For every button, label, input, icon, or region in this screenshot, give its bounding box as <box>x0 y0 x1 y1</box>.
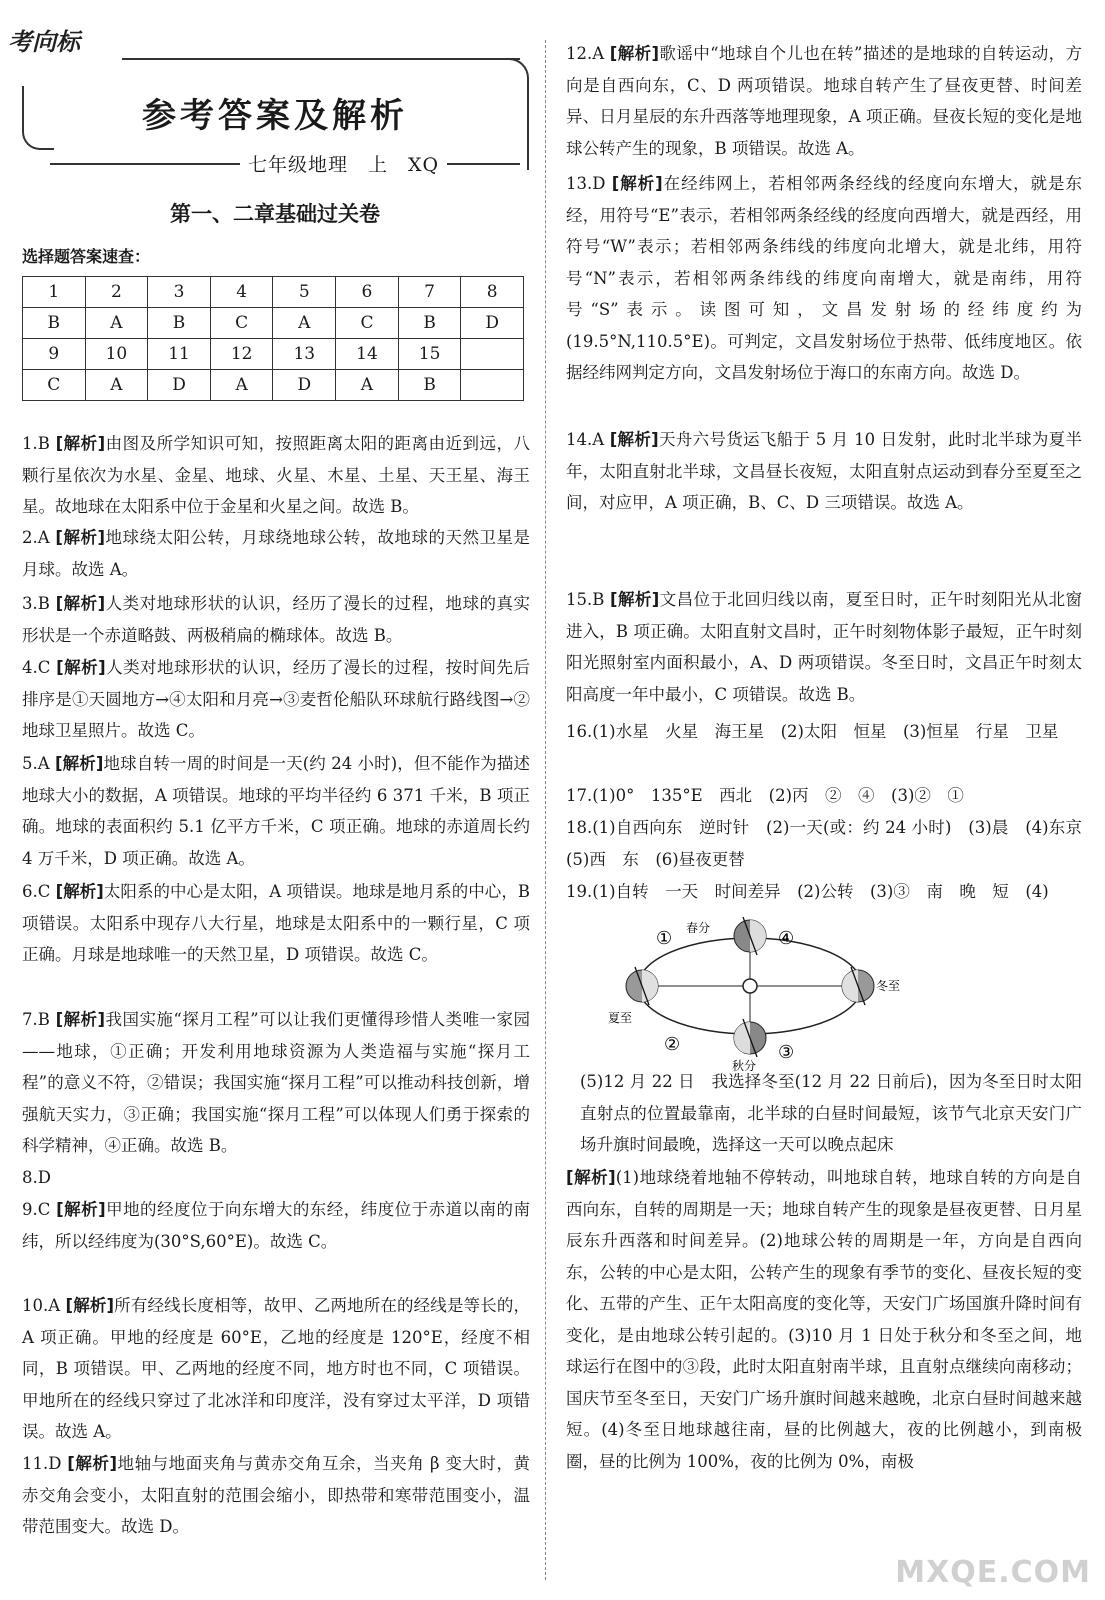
table-cell: 9 <box>23 339 86 370</box>
answer-item-8 <box>22 1162 530 1194</box>
earth-orbit-diagram <box>600 912 900 1072</box>
item-text: 在经纬网上，若相邻两条经线的经度向东增大，就是东经，用符号“E”表示，若相邻两条经线的经度向西增大，就是西经，用符号“W”表示；若相邻两条纬线的纬度向北增大，就是北纬，用符号“N”表示，若相邻两条纬线的纬度向南增大，就是南纬，用符号“S”表示。读图可知，文昌发射场的经纬度约为(19.5°N,110.5°E)。可判定，文昌发射场位于热带、低纬度地区。依据经纬网判定方向，文昌发射场位于海口的东南方向。故选 D。 <box>566 174 1082 382</box>
answer-item-12 <box>566 38 1082 164</box>
earth-summer-icon <box>626 967 658 1005</box>
answer-item-15 <box>566 584 1082 710</box>
watermark: MXQE.COM <box>895 1555 1091 1590</box>
item-text: 人类对地球形状的认识，经历了漫长的过程，地球的真实形状是一个赤道略鼓、两极稍扁的椭球体。故选 B。 <box>22 594 530 645</box>
table-cell: 7 <box>398 277 461 308</box>
analysis-tag: [解析] <box>55 882 104 901</box>
item-number: 12.A <box>566 44 605 63</box>
marker-2: ② <box>664 1034 681 1055</box>
table-cell: B <box>23 308 86 339</box>
table-row <box>23 308 524 339</box>
analysis-tag: [解析] <box>611 174 663 193</box>
analysis-tag: [解析] <box>65 1296 115 1315</box>
table-cell: A <box>210 370 273 401</box>
analysis-tag: [解析] <box>55 594 106 613</box>
label-summer: 夏至 <box>608 1011 633 1025</box>
table-cell: B <box>148 308 211 339</box>
item-number: 19. <box>566 882 593 901</box>
item-number: 4.C <box>22 658 51 677</box>
table-cell: 5 <box>273 277 336 308</box>
item-text: 由图及所学知识可知，按照距离太阳的距离由近到远，八颗行星依次为水星、金星、地球、火星、木星、土星、天王星、海王星。故地球在太阳系中位于金星和火星之间。故选 B。 <box>22 434 530 516</box>
table-cell: 8 <box>461 277 524 308</box>
table-cell: 1 <box>23 277 86 308</box>
item-number: 1.B <box>22 434 50 453</box>
item-text: 地轴与地面夹角与黄赤交角互余，当夹角 β 变大时，黄赤交角会变小，太阳直射的范围会缩小，即热带和寒带范围变小，温带范围变大。故选 D。 <box>22 1454 530 1536</box>
page-subtitle: 七年级地理 上 XQ <box>240 150 447 177</box>
marker-3: ③ <box>778 1042 795 1063</box>
item-number: 6.C <box>22 882 51 901</box>
sun-icon <box>743 979 757 993</box>
table-cell: C <box>23 370 86 401</box>
table-cell: A <box>336 370 399 401</box>
answer-item-2 <box>22 522 530 585</box>
brand-logo: 考向标 <box>8 27 80 56</box>
item-number: 17. <box>566 786 593 805</box>
item-text: 我国实施“探月工程”可以让我们更懂得珍惜人类唯一家园——地球，①正确；开发利用地球资源为人类造福与实施“探月工程”的意义不符，②错误；我国实施“探月工程”可以推动科技创新，增强航天实力，③正确；我国实施“探月工程”可以体现人们勇于探索的科学精神，④正确。故选 B。 <box>22 1010 531 1155</box>
table-row <box>23 370 524 401</box>
item-text: 地球绕太阳公转，月球绕地球公转，故地球的天然卫星是月球。故选 A。 <box>22 528 531 579</box>
label-spring: 春分 <box>686 921 711 935</box>
table-cell: 15 <box>398 339 461 370</box>
answer-item-3 <box>22 588 530 651</box>
table-cell: A <box>85 370 148 401</box>
table-cell <box>461 339 524 370</box>
page-title: 参考答案及解析 <box>142 96 408 136</box>
item-text: 人类对地球形状的认识，经历了漫长的过程，按时间先后排序是①天圆地方→④太阳和月亮→③麦哲伦船队环球航行路线图→②地球卫星照片。故选 C。 <box>22 658 531 740</box>
quick-answer-label: 选择题答案速查： <box>22 247 151 266</box>
analysis-tag: [解析] <box>55 754 104 773</box>
item-text: 歌谣中“地球自个儿也在转”描述的是地球的自转运动，方向是自西向东，C、D 两项错误。地球自转产生了昼夜更替、时间差异、日月星辰的东升西落等地理现象，A 项正确。昼夜长短的变化是地球公转产生的现象，B 项错误。故选 A。 <box>566 44 1082 158</box>
table-cell: D <box>273 370 336 401</box>
table-cell: 10 <box>85 339 148 370</box>
table-cell: C <box>336 308 399 339</box>
table-cell: B <box>398 370 461 401</box>
item-number: 10.A <box>22 1296 61 1315</box>
item-number: 18. <box>566 818 593 837</box>
item-number: 5.A <box>22 754 50 773</box>
item-text: (1)0° 135°E 西北 (2)丙 ② ④ (3)② ① <box>592 786 964 805</box>
item-number: 16. <box>566 722 593 741</box>
item-number: 8.D <box>22 1168 51 1187</box>
answer-table <box>22 276 524 401</box>
item-number: 2.A <box>22 528 50 547</box>
item-text: 天舟六号货运飞船于 5 月 10 日发射，此时北半球为夏半年，太阳直射北半球，文昌昼长夜短，太阳直射点运动到春分至夏至之间，对应甲，A 项正确，B、C、D 三项错误。故选 A。 <box>566 430 1082 512</box>
table-cell: 6 <box>336 277 399 308</box>
earth-autumn-icon <box>734 1019 766 1057</box>
analysis-tag: [解析] <box>55 528 106 547</box>
marker-4: ④ <box>778 928 795 949</box>
header-rule <box>122 58 520 60</box>
table-cell: C <box>210 308 273 339</box>
earth-spring-icon <box>734 917 766 955</box>
item-number: 7.B <box>22 1010 50 1029</box>
table-cell: A <box>273 308 336 339</box>
table-cell: D <box>148 370 211 401</box>
item-text: 太阳系的中心是太阳，A 项错误。地球是地月系的中心，B 项错误。太阳系中现存八大行星，地球是太阳系中的一颗行星，C 项正确。月球是地球唯一的天然卫星，D 项错误。故选 C。 <box>22 882 530 964</box>
label-winter: 冬至 <box>876 979 900 993</box>
item-number: 11.D <box>22 1454 62 1473</box>
analysis-tag: [解析] <box>55 434 106 453</box>
table-cell: D <box>461 308 524 339</box>
label-autumn: 秋分 <box>732 1059 757 1072</box>
item-text: (1)水星 火星 海王星 (2)太阳 恒星 (3)恒星 行星 卫星 <box>592 722 1059 741</box>
analysis-tag: [解析] <box>609 44 660 63</box>
answer-item-4 <box>22 652 530 747</box>
item-text: 文昌位于北回归线以南，夏至日时，正午时刻阳光从北窗进入，B 项正确。太阳直射文昌时，正午时刻物体影子最短，正午时刻阳光照射室内面积最小，A、D 两项错误。冬至日时，文昌正午时刻太阳高度一年中最小，C 项错误。故选 B。 <box>566 590 1082 704</box>
analysis-tag: [解析] <box>55 1010 106 1029</box>
table-row <box>23 339 524 370</box>
item-number: 14.A <box>566 430 605 449</box>
item-text: 所有经线长度相等，故甲、乙两地所在的经线是等长的，A 项正确。甲地的经度是 60°E，乙地的经度是 120°E，经度不相同，B 项错误。甲、乙两地的经度不同，地方时也不同，C 项错误。甲地所在的经线只穿过了北冰洋和印度洋，没有穿过太平洋，D 项错误。故选 A。 <box>22 1296 530 1441</box>
answer-item-1 <box>22 428 530 523</box>
answer-19-analysis <box>566 1162 1082 1477</box>
item-text: 地球自转一周的时间是一天(约 24 小时)，但不能作为描述地球大小的数据，A 项错误。地球的平均半径约 6 371 千米，B 项正确。地球的表面积约 5.1 亿平方千米，C 项正确。地球的赤道周长约 4 万千米，D 项正确。故选 A。 <box>22 754 530 868</box>
analysis-tag: [解析] <box>56 1200 106 1219</box>
section-title: 第一、二章基础过关卷 <box>170 202 380 226</box>
analysis-tag: [解析] <box>609 430 659 449</box>
table-cell: 14 <box>336 339 399 370</box>
earth-winter-icon <box>842 967 874 1005</box>
answer-item-5 <box>22 748 530 874</box>
table-cell: 2 <box>85 277 148 308</box>
table-cell: 3 <box>148 277 211 308</box>
table-row <box>23 277 524 308</box>
table-cell: A <box>85 308 148 339</box>
item-text: (1)自西向东 逆时针 (2)一天(或：约 24 小时) (3)晨 (4)东京 (5)西 东 (6)昼夜更替 <box>566 818 1099 869</box>
answer-item-16 <box>566 716 1082 748</box>
table-cell: 11 <box>148 339 211 370</box>
answer-item-6 <box>22 876 530 971</box>
item-number: 3.B <box>22 594 50 613</box>
analysis-tag: [解析] <box>566 1168 616 1187</box>
answer-item-7 <box>22 1004 530 1162</box>
marker-1: ① <box>656 928 673 949</box>
answer-item-13 <box>566 168 1082 389</box>
item-text: (1)地球绕着地轴不停转动，叫地球自转，地球自转的方向是自西向东，自转的周期是一天；地球自转产生的现象是昼夜更替、日月星辰东升西落和时间差异。(2)地球公转的周期是一年，方向是自西向东，公转的中心是太阳，公转产生的现象有季节的变化、昼夜长短的变化、五带的产生、正午太阳高度的变化等，天安门广场国旗升降时间有变化，是由地球公转引起的。(3)10 月 1 日处于秋分和冬至之间，地球运行在图中的③段，此时太阳直射南半球，且直射点继续向南移动；国庆节至冬至日，天安门广场升旗时间越来越晚，北京白昼时间越来越短。(4)冬至日地球越往南，昼的比例越大，夜的比例越小，到南极圈，昼的比例为 100%，夜的比例为 0%，南极 <box>566 1168 1083 1471</box>
table-cell: 13 <box>273 339 336 370</box>
analysis-tag: [解析] <box>56 658 106 677</box>
item-text: (1)自转 一天 时间差异 (2)公转 (3)③ 南 晚 短 (4) <box>592 882 1049 901</box>
column-divider <box>545 40 546 1580</box>
answer-item-17 <box>566 780 1082 812</box>
item-number: 9.C <box>22 1200 51 1219</box>
item-text: 甲地的经度位于向东增大的东经，纬度位于赤道以南的南纬，所以经纬度为(30°S,60°E)。故选 C。 <box>22 1200 531 1251</box>
answer-item-19 <box>566 876 1082 908</box>
item-number: 13.D <box>566 174 606 193</box>
answer-item-10 <box>22 1290 530 1448</box>
table-cell: 12 <box>210 339 273 370</box>
answer-item-11 <box>22 1448 530 1543</box>
analysis-tag: [解析] <box>67 1454 117 1473</box>
answer-19-part5: (5)12 月 22 日 我选择冬至(12 月 22 日前后)，因为冬至日时太阳直射点的位置最靠南，北半球的白昼时间最短，该节气北京天安门广场升旗时间最晚，选择这一天可以晚点起床 <box>580 1072 1082 1154</box>
answer-item-18 <box>566 812 1099 875</box>
item-number: 15.B <box>566 590 605 609</box>
table-cell: 4 <box>210 277 273 308</box>
answer-item-9 <box>22 1194 530 1257</box>
analysis-tag: [解析] <box>610 590 660 609</box>
table-cell: B <box>398 308 461 339</box>
table-cell <box>461 370 524 401</box>
answer-item-14 <box>566 424 1082 519</box>
